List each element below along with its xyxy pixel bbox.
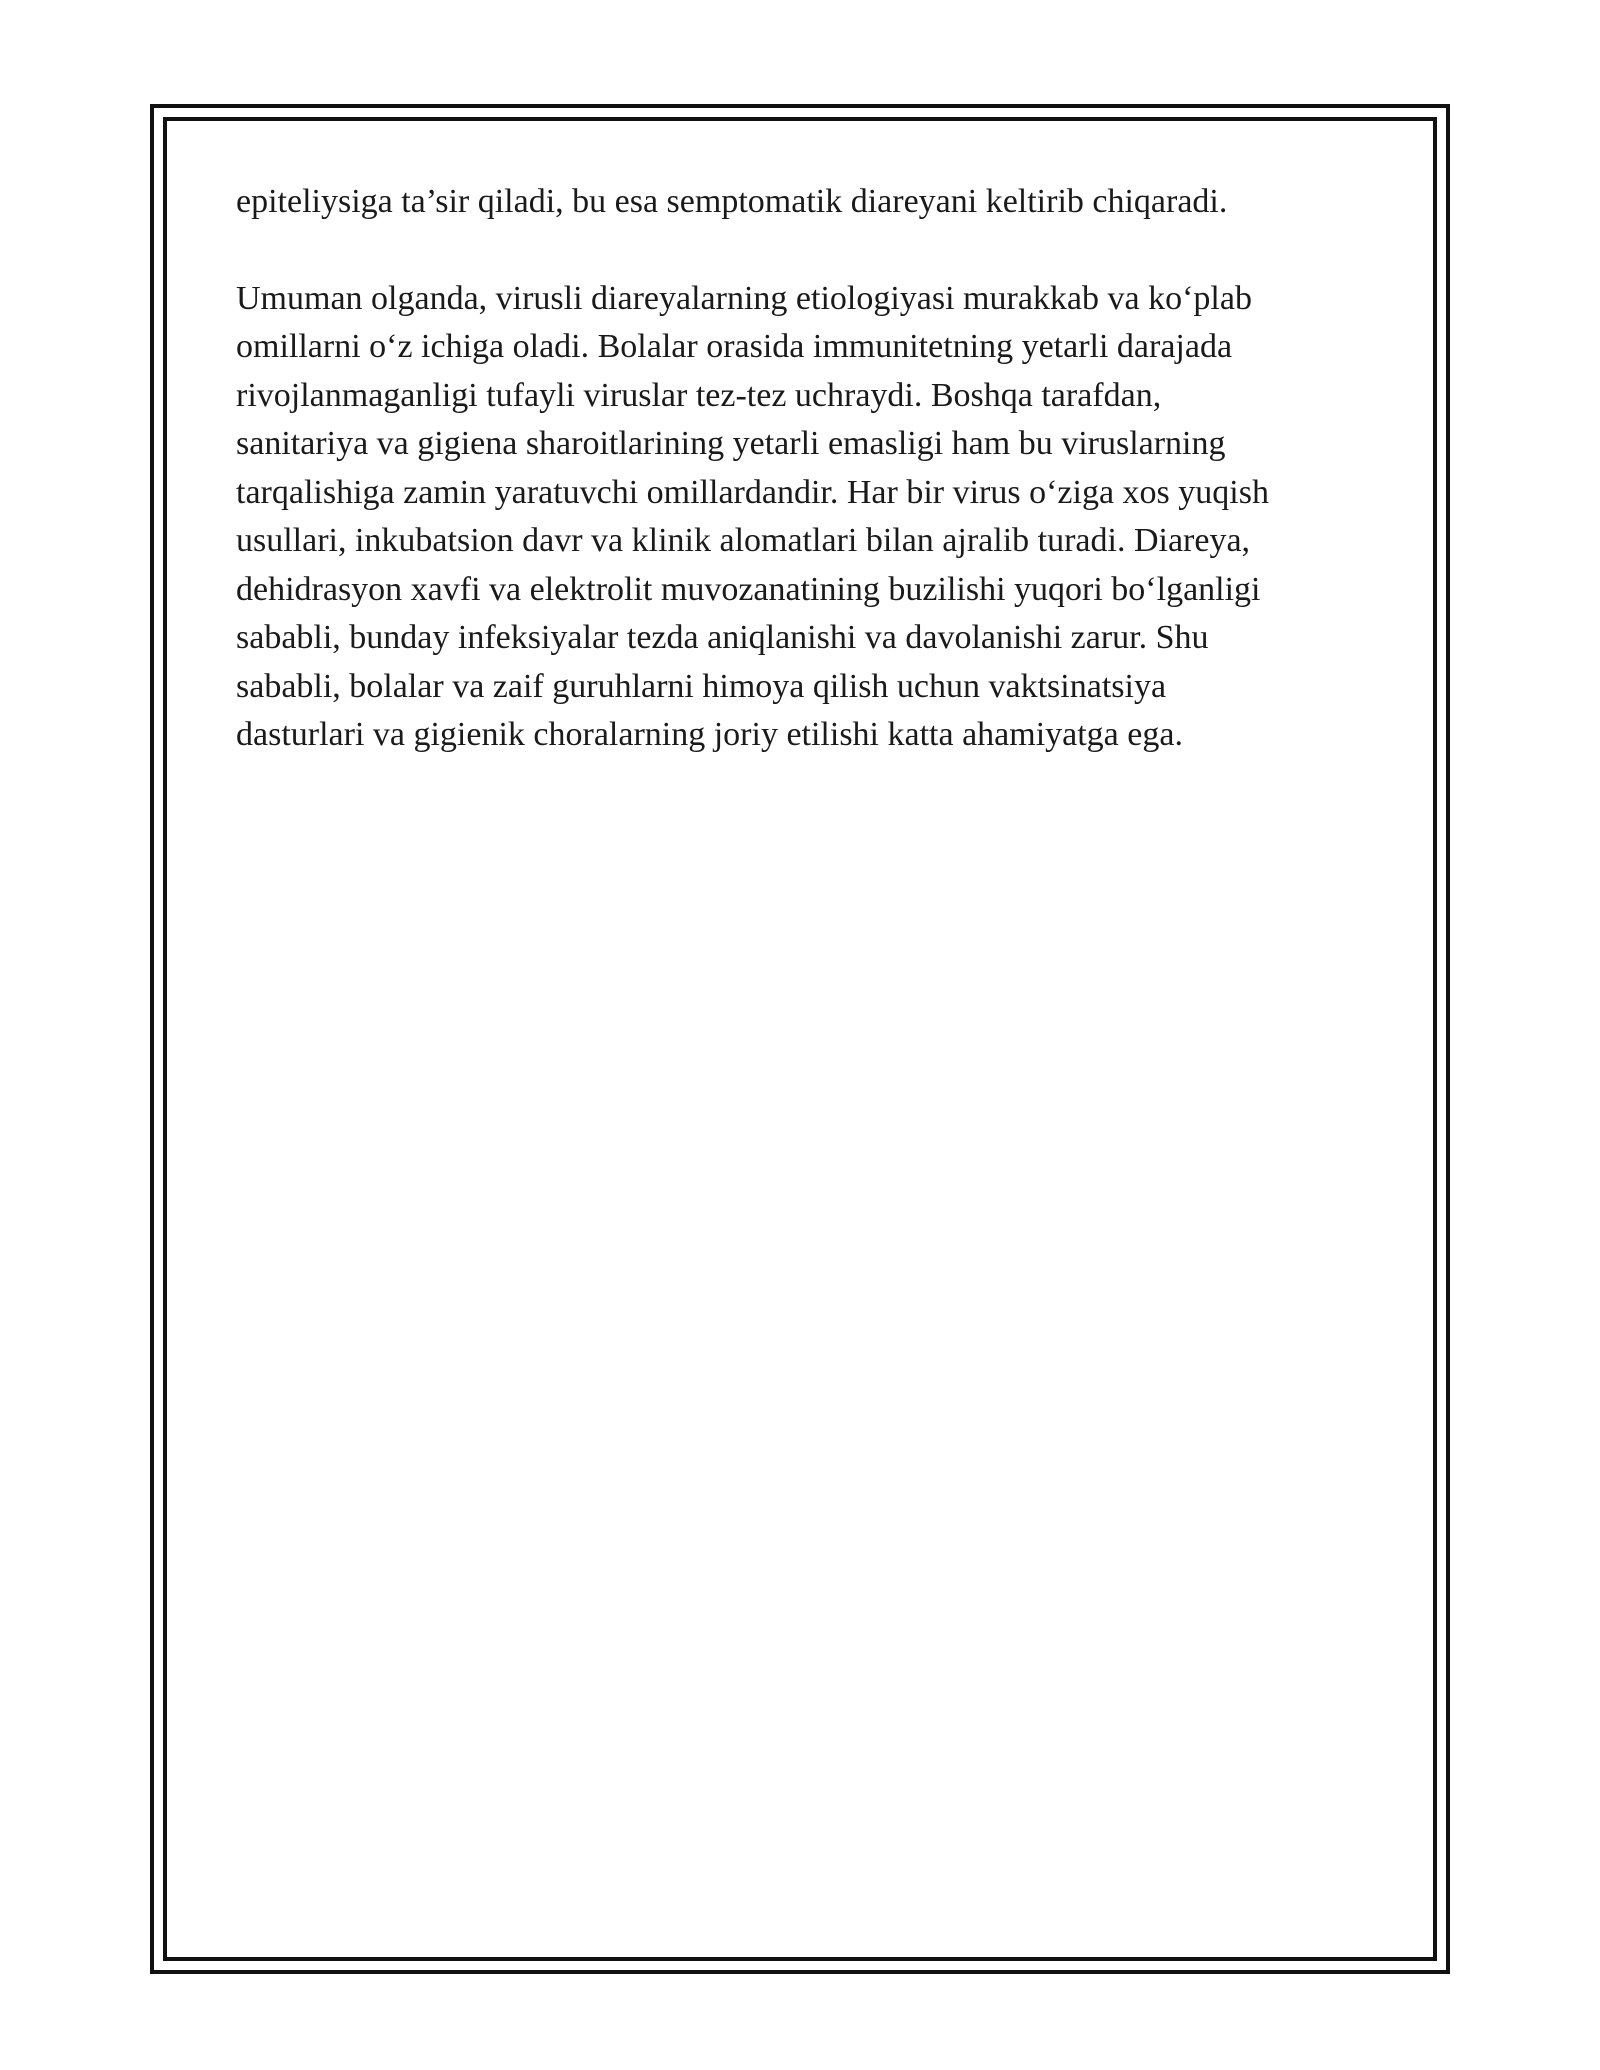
text-line: sanitariya va gigiena sharoitlarining yetarli emasligi ham bu viruslarning <box>236 425 1226 462</box>
text-line: tarqalishiga zamin yaratuvchi omillardandir. Har bir virus o‘ziga xos yuqish <box>236 473 1269 511</box>
text-line: Umuman olganda, virusli diareyalarning etiologiyasi murakkab va ko‘plab <box>236 279 1252 317</box>
text-line: omillarni o‘z ichiga oladi. Bolalar orasida immunitetning yetarli darajada <box>236 328 1233 365</box>
document-body <box>236 178 1361 760</box>
text-line: dehidrasyon xavfi va elektrolit muvozanatining buzilishi yuqori bo‘lganligi <box>236 570 1261 608</box>
paragraph-continuation: epiteliysiga ta’sir qiladi, bu esa semptomatik diareyani keltirib chiqaradi. <box>236 183 1228 220</box>
text-line: sababli, bunday infeksiyalar tezda aniqlanishi va davolanishi zarur. Shu <box>236 619 1209 656</box>
text-line: dasturlari va gigienik choralarning joriy etilishi katta ahamiyatga ega. <box>236 716 1183 753</box>
text-line: usullari, inkubatsion davr va klinik alomatlari bilan ajralib turadi. Diareya, <box>236 522 1251 559</box>
text-line: rivojlanmaganligi tufayli viruslar tez-tez uchraydi. Boshqa tarafdan, <box>236 376 1162 414</box>
paragraph-conclusion <box>236 275 1361 760</box>
text-line: sababli, bolalar va zaif guruhlarni himoya qilish uchun vaktsinatsiya <box>236 667 1167 705</box>
